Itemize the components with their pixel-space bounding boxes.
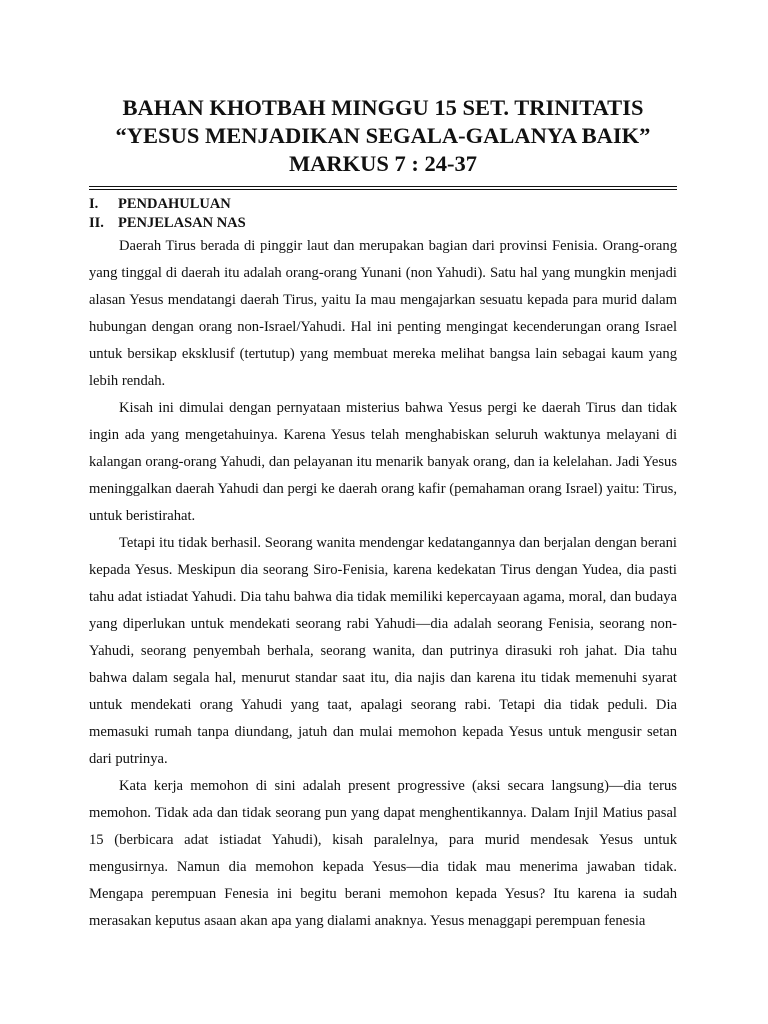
paragraph: Kata kerja memohon di sini adalah present progressive (aksi secara langsung)—dia terus memohon. Tidak ada dan tidak seorang pun yang dapat menghentikannya. Dalam Injil Matius pasal 15 (berbicara adat istiadat Yahudi), kisah paralelnya, para murid mendesak Yesus untuk mengusirnya. Namun dia memohon kepada Yesus—dia tidak mau menerima jawaban tidak. Mengapa perempuan Fenesia ini begitu berani memohon kepada Yesus? Itu karena ia sudah merasakan keputus asaan akan apa yang dialami anaknya. Yesus menaggapi perempuan fenesia [89, 778, 677, 929]
title-divider [89, 186, 677, 190]
title-line-1: BAHAN KHOTBAH MINGGU 15 SET. TRINITATIS [122, 95, 644, 120]
section-heading-pendahuluan [89, 195, 677, 214]
paragraph: Tetapi itu tidak berhasil. Seorang wanita mendengar kedatangannya dan berjalan dengan berani kepada Yesus. Meskipun dia seorang Siro-Fenisia, karena kedekatan Tirus dengan Yudea, dia pasti tahu adat istiadat Yahudi. Dia tahu bahwa dia tidak memiliki kepercayaan agama, moral, dan budaya yang diperlukan untuk mendekati seorang rabi Yahudi—dia adalah seorang Fenisia, seorang non-Yahudi, seorang penyembah berhala, seorang wanita, dan putrinya dirasuki roh jahat. Dia tahu bahwa dalam segala hal, menurut standar saat itu, dia najis dan karena itu tidak memenuhi syarat untuk mendekati orang Yahudi yang taat, apalagi seorang rabi. Tetapi dia tidak peduli. Dia memasuki rumah tanpa diundang, jatuh dan mulai memohon kepada Yesus untuk mengusir setan dari putrinya. [89, 535, 677, 767]
paragraph: Daerah Tirus berada di pinggir laut dan merupakan bagian dari provinsi Fenisia. Orang-orang yang tinggal di daerah itu adalah orang-orang Yunani (non Yahudi). Satu hal yang mungkin menjadi alasan Yesus mendatangi daerah Tirus, yaitu Ia mau mengajarkan sesuatu kepada para murid dalam hubungan dengan orang non-Israel/Yahudi. Hal ini penting mengingat kecenderungan orang Israel untuk bersikap eksklusif (tertutup) yang membuat mereka melihat bangsa lain sebagai kaum yang lebih rendah. [89, 238, 677, 389]
section-heading-penjelasan-nas [89, 214, 677, 233]
document-page [89, 94, 677, 935]
section-title: PENDAHULUAN [118, 196, 231, 212]
section-number: I. [89, 196, 99, 212]
paragraph: Kisah ini dimulai dengan pernyataan misterius bahwa Yesus pergi ke daerah Tirus dan tidak ingin ada yang mengetahuinya. Karena Yesus telah menghabiskan seluruh waktunya melayani di kalangan orang-orang Yahudi, dan pelayanan itu menarik banyak orang, dan ia kelelahan. Jadi Yesus meninggalkan daerah Yahudi dan pergi ke daerah orang kafir (pemahaman orang Israel) yaitu: Tirus, untuk beristirahat. [89, 400, 677, 524]
section-number: II. [89, 215, 104, 231]
title-line-3: MARKUS 7 : 24-37 [288, 151, 478, 176]
title-line-2: “YESUS MENJADIKAN SEGALA-GALANYA BAIK” [115, 123, 651, 148]
section-title: PENJELASAN NAS [118, 215, 246, 231]
document-title [89, 94, 677, 178]
